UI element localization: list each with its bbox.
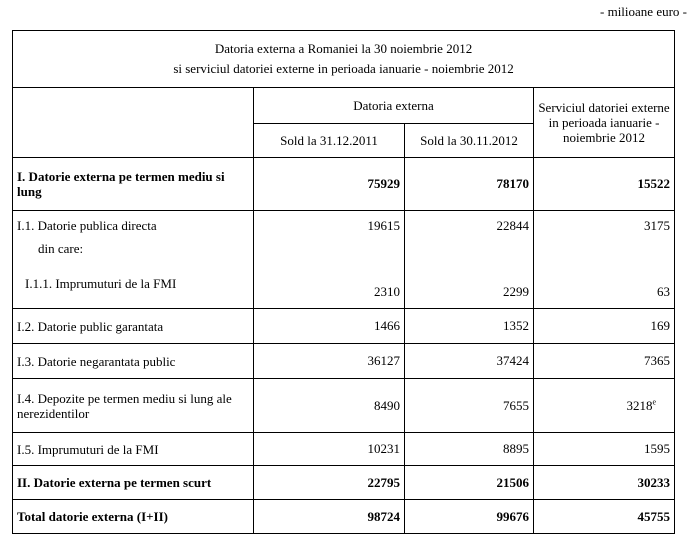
row-label: I.4. Depozite pe termen mediu si lung ale nerezidentilor [13,379,254,433]
value-service-imf: 63 [657,284,671,299]
row-label: I.5. Imprumuturi de la FMI [13,433,254,466]
value-2012: 99676 [405,500,534,534]
table-title-line-1: Datoria externa a Romaniei la 30 noiembrie 2012 [214,41,473,56]
table-row [13,433,675,466]
table-title [13,31,675,88]
row-label: I. Datorie externa pe termen mediu si lung [13,158,254,211]
row-label [13,211,254,309]
row-label: I.2. Datorie public garantata [13,309,254,344]
value-2011-direct: 19615 [367,218,400,233]
table-row [13,344,675,379]
table-row [13,466,675,500]
header-empty-cell [13,88,254,158]
header-row-1 [13,88,675,124]
value-2011: 75929 [254,158,405,211]
value-2011: 36127 [254,344,405,379]
row-label: II. Datorie externa pe termen scurt [13,466,254,500]
table-row [13,379,675,433]
header-balance-2012: Sold la 30.11.2012 [405,124,534,158]
header-external-debt: Datoria externa [254,88,534,124]
value-2011-imf: 2310 [374,284,400,299]
value-2011: 8490 [254,379,405,433]
header-balance-2011: Sold la 31.12.2011 [254,124,405,158]
value-2012: 1352 [405,309,534,344]
table-title-row [13,31,675,88]
value-service-number: 3218 [626,397,653,413]
external-debt-table [12,30,675,534]
row-label: I.3. Datorie negarantata public [13,344,254,379]
row-label-imf-loans-sub: I.1.1. Imprumuturi de la FMI [25,276,177,291]
value-service-direct: 3175 [644,218,671,233]
value-2011: 22795 [254,466,405,500]
value-service: 15522 [534,158,675,211]
value-2012: 7655 [405,379,534,433]
value-service: 1595 [534,433,675,466]
footnote-marker: e [652,397,657,407]
value-service: 169 [534,309,675,344]
value-2011 [254,211,405,309]
value-service [534,379,675,433]
table-row-total [13,500,675,534]
unit-note: - milioane euro - [600,4,687,19]
value-2011: 10231 [254,433,405,466]
value-service: 7365 [534,344,675,379]
row-label-direct-public-debt: I.1. Datorie publica directa [17,218,157,233]
table-row [13,309,675,344]
value-2012-direct: 22844 [496,218,529,233]
row-label-of-which: din care: [38,241,84,256]
value-2012: 21506 [405,466,534,500]
value-2012 [405,211,534,309]
table-row [13,158,675,211]
value-2012: 37424 [405,344,534,379]
table-row [13,211,675,309]
value-2012: 78170 [405,158,534,211]
header-debt-service: Serviciul datoriei externe in perioada ianuarie - noiembrie 2012 [534,88,675,158]
table-title-line-2: si serviciul datoriei externe in perioada ianuarie - noiembrie 2012 [173,61,514,76]
value-2011: 98724 [254,500,405,534]
value-2012: 8895 [405,433,534,466]
value-2011: 1466 [254,309,405,344]
value-2012-imf: 2299 [503,284,529,299]
value-service [534,211,675,309]
row-label: Total datorie externa (I+II) [13,500,254,534]
value-service: 45755 [534,500,675,534]
value-service: 30233 [534,466,675,500]
